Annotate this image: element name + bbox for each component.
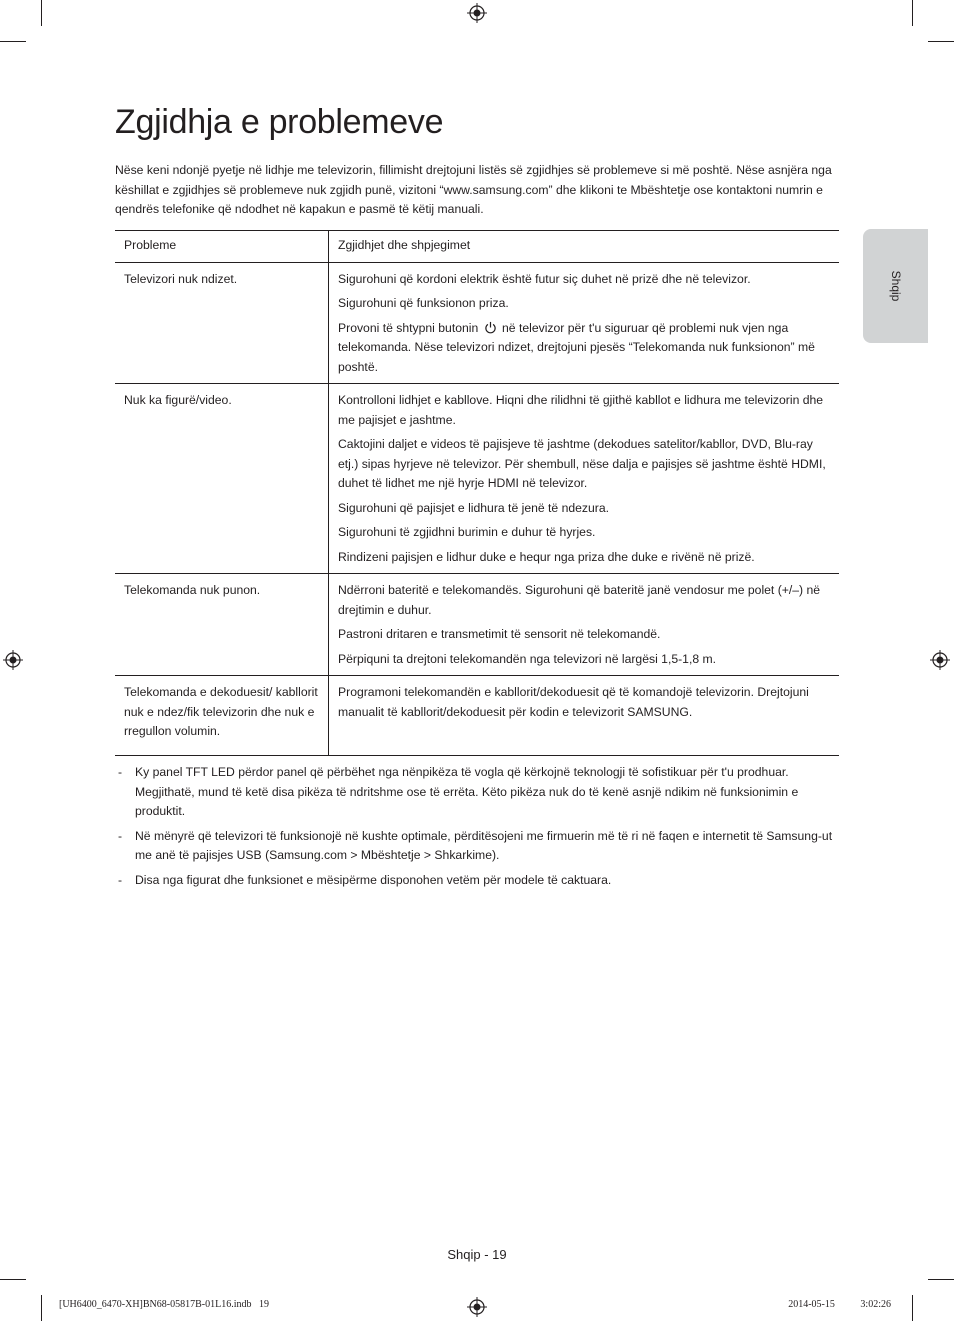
problem-cell: Televizori nuk ndizet. (115, 262, 329, 384)
note-item (115, 763, 843, 822)
table-header-row (115, 231, 839, 263)
crop-mark (41, 0, 42, 26)
problem-cell: Nuk ka figurë/video. (115, 384, 329, 574)
table-row (115, 262, 839, 384)
solution-item: Rindizeni pajisjen e lidhur duke e hequr nga priza dhe duke e rivënë në prizë. (338, 549, 755, 564)
table-row (115, 676, 839, 756)
registration-mark-icon (467, 1297, 487, 1317)
registration-mark-icon (930, 650, 950, 670)
solution-item: Sigurohuni që pajisjet e lidhura të jenë të ndezura. (338, 500, 610, 515)
power-icon (484, 321, 497, 334)
intro-paragraph: Nëse keni ndonjë pyetje në lidhje me televizorin, fillimisht drejtojuni listës së zgjidhjes së problemeve si më poshtë. Nëse asnjëra nga këshillat e zgjidhjes së problemeve nuk zgjidh punë, vizitoni “www.samsung.com” dhe klikoni te Mbështetje ose kontaktoni numrin e qendrës telefonike që ndodhet në kapakun e pasmë të këtij manuali. (115, 163, 832, 216)
column-header-problems: Probleme (115, 231, 329, 263)
note-item (115, 827, 843, 866)
crop-mark (0, 1279, 26, 1280)
print-slug-date: 2014-05-15 ￿￿ 3:02:26 (788, 1299, 891, 1310)
solution-item: Sigurohuni të zgjidhni burimin e duhur të hyrjes. (338, 525, 596, 539)
note-item (115, 871, 843, 891)
solution-item (338, 319, 830, 378)
solutions-cell (329, 262, 840, 384)
side-tab-label: Shqip (888, 270, 903, 302)
note-text: Disa nga figurat dhe funksionet e mësipërme disponohen vetëm për modele të caktuara. (135, 872, 612, 887)
column-header-solutions: Zgjidhjet dhe shpjegimet (329, 231, 840, 263)
note-bullet: - (118, 872, 123, 887)
solution-item: Ndërroni bateritë e telekomandës. Sigurohuni që bateritë janë vendosur me polet (+/–) në drejtimin e duhur. (338, 583, 821, 617)
note-bullet: - (118, 828, 123, 843)
solution-item: Caktojini daljet e videos të pajisjeve të jashtme (dekodues satelitor/kabllor, DVD, Blu-ray etj.) sipas hyrjeve në televizor. Për shembull, nëse dalja e pajisjes së jashtme është HDMI, duhet të lidhet me një hyrje HDMI në televizor. (338, 437, 826, 490)
solution-item: Sigurohuni që kordoni elektrik është futur siç duhet në prizë dhe në televizor. (338, 271, 751, 286)
solution-item: Programoni telekomandën e kabllorit/dekoduesit që të komandojë televizorin. Drejtojuni manualit të kabllorit/dekoduesit për kodin e televizorit SAMSUNG. (338, 685, 809, 719)
crop-mark (928, 41, 954, 42)
page-title: Zgjidhja e problemeve (115, 103, 444, 141)
solutions-cell (329, 574, 840, 676)
crop-mark (41, 1295, 42, 1321)
problem-cell: Telekomanda nuk punon. (115, 574, 329, 676)
registration-mark-icon (3, 650, 23, 670)
problem-cell: Telekomanda e dekoduesit/ kabllorit nuk e ndez/fik televizorin dhe nuk e rregullon volumin. (115, 676, 329, 756)
table-row (115, 574, 839, 676)
solution-item: Përpiquni ta drejtoni telekomandën nga televizori në largësi 1,5-1,8 m. (338, 651, 717, 666)
solution-item: Kontrolloni lidhjet e kabllove. Hiqni dhe rilidhni të gjithë kabllot e lidhura me televizorin dhe me pajisjet e jashtme. (338, 393, 824, 427)
solutions-cell (329, 676, 840, 756)
crop-mark (928, 1279, 954, 1280)
notes-list (115, 763, 843, 895)
table-row (115, 384, 839, 574)
registration-mark-icon (467, 3, 487, 23)
language-side-tab (863, 229, 928, 343)
note-text: Në mënyrë që televizori të funksionojë në kushte optimale, përditësojeni me firmuerin më të ri në faqen e internetit të Samsung-ut me anë të pajisjes USB (Samsung.com > Mbështetje > Shkarkime). (135, 828, 833, 862)
solutions-cell (329, 384, 840, 574)
crop-mark (912, 1295, 913, 1321)
crop-mark (0, 41, 26, 42)
crop-mark (912, 0, 913, 26)
print-slug-file: [UH6400_6470-XH]BN68-05817B-01L16.indb 19 (59, 1299, 269, 1310)
page-number: Shqip - 19 (447, 1247, 507, 1262)
solution-text: në televizor për t'u siguruar që problemi nuk vjen nga telekomanda. Nëse televizori ndizet, drejtojuni pjesës “Telekomanda nuk funksionon” më poshtë. (338, 320, 815, 374)
solution-text: Provoni të shtypni butonin (338, 320, 479, 335)
solution-item: Pastroni dritaren e transmetimit të sensorit në telekomandë. (338, 627, 661, 641)
solution-item: Sigurohuni që funksionon priza. (338, 296, 509, 310)
note-bullet: - (118, 765, 123, 779)
troubleshooting-table (115, 230, 839, 756)
note-text: Ky panel TFT LED përdor panel që përbëhet nga nënpikëza të vogla që kërkojnë teknologji të sofistikuar për t'u prodhuar. Megjithatë, mund të ketë disa pikëza të ndritshme ose të errëta. Këto pikëza nuk do të kenë asnjë ndikim në funksionimin e produktit. (135, 765, 799, 818)
